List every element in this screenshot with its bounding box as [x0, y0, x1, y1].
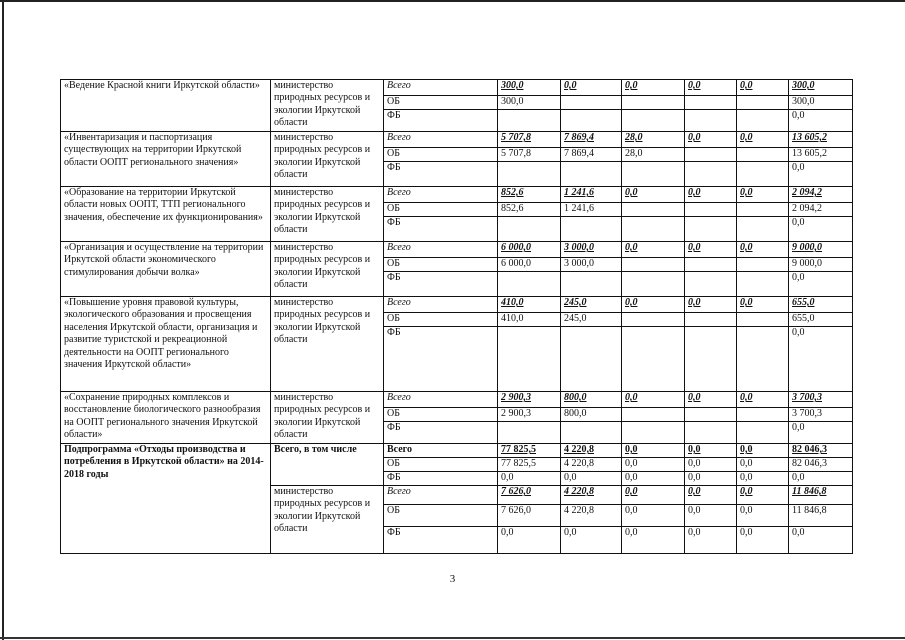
ministry-fb-year-2018-cell: 0,0 — [737, 527, 789, 554]
total-year-2018-cell: 0,0 — [737, 297, 789, 313]
activity-row — [61, 242, 853, 258]
activity-name: «Организация и осуществление на территории Иркутской области экономического стимулирования добычи волка» — [61, 242, 271, 297]
fb-year-2015-cell — [561, 110, 622, 132]
fb-year-2014-cell — [498, 217, 561, 242]
total-year-2018-cell: 0,0 — [737, 392, 789, 408]
ob-year-2018-cell — [737, 313, 789, 327]
total-fund-type-cell: Всего — [384, 132, 498, 148]
subprogram-total-total-cell: 82 046,3 — [789, 444, 853, 458]
fb-year-2015-cell — [561, 272, 622, 297]
ministry-total-year-2016-cell: 0,0 — [622, 486, 685, 505]
ministry-ob-year-2017-cell: 0,0 — [685, 505, 737, 527]
ob-fund-type-cell: ОБ — [384, 408, 498, 422]
fb-total-cell: 0,0 — [789, 422, 853, 444]
ministry-total-total-cell: 11 846,8 — [789, 486, 853, 505]
total-year-2017-cell: 0,0 — [685, 187, 737, 203]
ob-year-2014-cell: 6 000,0 — [498, 258, 561, 272]
ob-year-2014-cell: 5 707,8 — [498, 148, 561, 162]
total-total-cell: 9 000,0 — [789, 242, 853, 258]
activity-name: «Сохранение природных комплексов и восстановление биологического разнообразия на ООПТ регионального значения Иркутской области» — [61, 392, 271, 444]
fb-year-2016-cell — [622, 162, 685, 187]
page-edge-top — [0, 0, 905, 2]
page-number: 3 — [449, 573, 456, 585]
ob-fund-type-cell: ОБ — [384, 203, 498, 217]
subprogram-total-row — [61, 444, 853, 458]
subprogram-ob-fund-type-cell: ОБ — [384, 458, 498, 472]
fb-year-2016-cell — [622, 327, 685, 392]
fb-year-2015-cell — [561, 327, 622, 392]
ob-total-cell: 2 094,2 — [789, 203, 853, 217]
fb-total-cell: 0,0 — [789, 327, 853, 392]
page-edge-left — [2, 0, 4, 640]
total-fund-type-cell: Всего — [384, 242, 498, 258]
subprogram-fb-year-2016-cell: 0,0 — [622, 472, 685, 486]
fb-year-2014-cell — [498, 110, 561, 132]
total-year-2017-cell: 0,0 — [685, 242, 737, 258]
ministry-ob-year-2014-cell: 7 626,0 — [498, 505, 561, 527]
total-total-cell: 300,0 — [789, 80, 853, 96]
ob-year-2016-cell — [622, 258, 685, 272]
total-year-2016-cell: 0,0 — [622, 242, 685, 258]
fb-year-2016-cell — [622, 110, 685, 132]
fb-fund-type-cell: ФБ — [384, 110, 498, 132]
fb-year-2016-cell — [622, 217, 685, 242]
fb-fund-type-cell: ФБ — [384, 422, 498, 444]
executor-name: министерство природных ресурсов и экологии Иркутской области — [271, 242, 384, 297]
budget-table — [60, 79, 853, 554]
total-year-2014-cell: 6 000,0 — [498, 242, 561, 258]
subprogram-total-year-2018-cell: 0,0 — [737, 444, 789, 458]
subprogram-total-year-2016-cell: 0,0 — [622, 444, 685, 458]
ob-year-2014-cell: 2 900,3 — [498, 408, 561, 422]
total-fund-type-cell: Всего — [384, 187, 498, 203]
ministry-total-year-2017-cell: 0,0 — [685, 486, 737, 505]
executor-name: министерство природных ресурсов и экологии Иркутской области — [271, 297, 384, 392]
ministry-fb-year-2016-cell: 0,0 — [622, 527, 685, 554]
total-fund-type-cell: Всего — [384, 392, 498, 408]
total-year-2015-cell: 7 869,4 — [561, 132, 622, 148]
total-total-cell: 13 605,2 — [789, 132, 853, 148]
ob-year-2018-cell — [737, 148, 789, 162]
subprogram-fb-fund-type-cell: ФБ — [384, 472, 498, 486]
executor-name: министерство природных ресурсов и экологии Иркутской области — [271, 187, 384, 242]
subprogram-ob-year-2016-cell: 0,0 — [622, 458, 685, 472]
ob-year-2018-cell — [737, 408, 789, 422]
subprogram-ob-year-2018-cell: 0,0 — [737, 458, 789, 472]
executor-name: министерство природных ресурсов и экологии Иркутской области — [271, 132, 384, 187]
total-year-2016-cell: 0,0 — [622, 80, 685, 96]
fb-year-2016-cell — [622, 272, 685, 297]
fb-year-2014-cell — [498, 422, 561, 444]
ministry-fb-year-2014-cell: 0,0 — [498, 527, 561, 554]
activity-name: «Инвентаризация и паспортизация существующих на территории Иркутской области ООПТ регионального значения» — [61, 132, 271, 187]
ob-fund-type-cell: ОБ — [384, 148, 498, 162]
total-year-2014-cell: 5 707,8 — [498, 132, 561, 148]
fb-year-2018-cell — [737, 162, 789, 187]
total-year-2016-cell: 28,0 — [622, 132, 685, 148]
ob-year-2017-cell — [685, 408, 737, 422]
subprogram-ob-year-2014-cell: 77 825,5 — [498, 458, 561, 472]
ministry-fb-year-2015-cell: 0,0 — [561, 527, 622, 554]
fb-total-cell: 0,0 — [789, 110, 853, 132]
activity-row — [61, 297, 853, 313]
ob-total-cell: 3 700,3 — [789, 408, 853, 422]
ob-year-2016-cell: 28,0 — [622, 148, 685, 162]
fb-year-2014-cell — [498, 272, 561, 297]
total-year-2015-cell: 3 000,0 — [561, 242, 622, 258]
fb-total-cell: 0,0 — [789, 272, 853, 297]
subprogram-total-year-2017-cell: 0,0 — [685, 444, 737, 458]
fb-year-2015-cell — [561, 422, 622, 444]
ministry-total-year-2014-cell: 7 626,0 — [498, 486, 561, 505]
fb-total-cell: 0,0 — [789, 217, 853, 242]
fb-year-2017-cell — [685, 217, 737, 242]
total-year-2016-cell: 0,0 — [622, 392, 685, 408]
fb-year-2017-cell — [685, 327, 737, 392]
subprogram-total-year-2015-cell: 4 220,8 — [561, 444, 622, 458]
fb-total-cell: 0,0 — [789, 162, 853, 187]
ob-year-2015-cell — [561, 96, 622, 110]
fb-fund-type-cell: ФБ — [384, 327, 498, 392]
ministry-fb-fund-type-cell: ФБ — [384, 527, 498, 554]
ob-total-cell: 9 000,0 — [789, 258, 853, 272]
total-year-2015-cell: 0,0 — [561, 80, 622, 96]
activity-row — [61, 392, 853, 408]
fb-year-2016-cell — [622, 422, 685, 444]
fb-year-2018-cell — [737, 217, 789, 242]
fb-year-2014-cell — [498, 162, 561, 187]
ob-year-2016-cell — [622, 203, 685, 217]
budget-table-body — [61, 80, 853, 554]
ob-year-2014-cell: 852,6 — [498, 203, 561, 217]
ministry-ob-year-2016-cell: 0,0 — [622, 505, 685, 527]
fb-year-2018-cell — [737, 110, 789, 132]
fb-year-2015-cell — [561, 162, 622, 187]
total-year-2017-cell: 0,0 — [685, 392, 737, 408]
total-year-2017-cell: 0,0 — [685, 297, 737, 313]
ob-fund-type-cell: ОБ — [384, 258, 498, 272]
ob-total-cell: 13 605,2 — [789, 148, 853, 162]
ob-year-2016-cell — [622, 313, 685, 327]
ob-year-2016-cell — [622, 408, 685, 422]
total-year-2017-cell: 0,0 — [685, 80, 737, 96]
activity-row — [61, 187, 853, 203]
fb-year-2015-cell — [561, 217, 622, 242]
ob-year-2015-cell: 800,0 — [561, 408, 622, 422]
ministry-ob-year-2018-cell: 0,0 — [737, 505, 789, 527]
subprogram-name: Подпрограмма «Отходы производства и потребления в Иркутской области» на 2014-2018 годы — [61, 444, 271, 554]
fb-year-2018-cell — [737, 327, 789, 392]
fb-year-2017-cell — [685, 272, 737, 297]
fb-year-2017-cell — [685, 422, 737, 444]
ob-year-2018-cell — [737, 258, 789, 272]
ministry-total-year-2015-cell: 4 220,8 — [561, 486, 622, 505]
total-year-2018-cell: 0,0 — [737, 132, 789, 148]
subprogram-fb-year-2015-cell: 0,0 — [561, 472, 622, 486]
ministry-ob-year-2015-cell: 4 220,8 — [561, 505, 622, 527]
ob-fund-type-cell: ОБ — [384, 313, 498, 327]
ob-year-2015-cell: 1 241,6 — [561, 203, 622, 217]
total-year-2014-cell: 300,0 — [498, 80, 561, 96]
executor-name: министерство природных ресурсов и экологии Иркутской области — [271, 392, 384, 444]
total-fund-type-cell: Всего — [384, 297, 498, 313]
subprogram-executor-ministry: министерство природных ресурсов и экологии Иркутской области — [271, 486, 384, 554]
executor-name: министерство природных ресурсов и экологии Иркутской области — [271, 80, 384, 132]
ob-year-2015-cell: 245,0 — [561, 313, 622, 327]
ob-year-2017-cell — [685, 313, 737, 327]
ob-year-2014-cell: 300,0 — [498, 96, 561, 110]
ministry-ob-total-cell: 11 846,8 — [789, 505, 853, 527]
ob-year-2017-cell — [685, 258, 737, 272]
ministry-fb-year-2017-cell: 0,0 — [685, 527, 737, 554]
ob-year-2017-cell — [685, 96, 737, 110]
total-year-2014-cell: 852,6 — [498, 187, 561, 203]
ministry-ob-fund-type-cell: ОБ — [384, 505, 498, 527]
fb-fund-type-cell: ФБ — [384, 162, 498, 187]
subprogram-ob-total-cell: 82 046,3 — [789, 458, 853, 472]
total-year-2016-cell: 0,0 — [622, 187, 685, 203]
total-year-2016-cell: 0,0 — [622, 297, 685, 313]
total-fund-type-cell: Всего — [384, 80, 498, 96]
total-year-2018-cell: 0,0 — [737, 242, 789, 258]
subprogram-fb-year-2014-cell: 0,0 — [498, 472, 561, 486]
subprogram-ob-year-2015-cell: 4 220,8 — [561, 458, 622, 472]
activity-name: «Повышение уровня правовой культуры, экологического образования и просвещения населения Иркутской области, организация и развитие туристской и рекреационной деятельности на ООПТ регионального значения Иркутской области» — [61, 297, 271, 392]
subprogram-ob-year-2017-cell: 0,0 — [685, 458, 737, 472]
fb-year-2017-cell — [685, 162, 737, 187]
ministry-total-year-2018-cell: 0,0 — [737, 486, 789, 505]
fb-year-2018-cell — [737, 422, 789, 444]
activity-row — [61, 80, 853, 96]
total-year-2015-cell: 1 241,6 — [561, 187, 622, 203]
ob-year-2017-cell — [685, 203, 737, 217]
ob-year-2015-cell: 7 869,4 — [561, 148, 622, 162]
subprogram-fb-year-2018-cell: 0,0 — [737, 472, 789, 486]
total-year-2015-cell: 800,0 — [561, 392, 622, 408]
ob-year-2014-cell: 410,0 — [498, 313, 561, 327]
subprogram-fb-year-2017-cell: 0,0 — [685, 472, 737, 486]
total-year-2014-cell: 410,0 — [498, 297, 561, 313]
activity-name: «Ведение Красной книги Иркутской области» — [61, 80, 271, 132]
ob-year-2015-cell: 3 000,0 — [561, 258, 622, 272]
ministry-total-fund-type-cell: Всего — [384, 486, 498, 505]
total-year-2018-cell: 0,0 — [737, 187, 789, 203]
ob-year-2017-cell — [685, 148, 737, 162]
subprogram-total-year-2014-cell: 77 825,5 — [498, 444, 561, 458]
total-total-cell: 3 700,3 — [789, 392, 853, 408]
fb-year-2018-cell — [737, 272, 789, 297]
ob-year-2016-cell — [622, 96, 685, 110]
ob-fund-type-cell: ОБ — [384, 96, 498, 110]
ministry-fb-total-cell: 0,0 — [789, 527, 853, 554]
subprogram-fb-total-cell: 0,0 — [789, 472, 853, 486]
total-total-cell: 2 094,2 — [789, 187, 853, 203]
activity-row — [61, 132, 853, 148]
subprogram-total-fund-type-cell: Всего — [384, 444, 498, 458]
fb-fund-type-cell: ФБ — [384, 217, 498, 242]
ob-year-2018-cell — [737, 203, 789, 217]
total-total-cell: 655,0 — [789, 297, 853, 313]
total-year-2017-cell: 0,0 — [685, 132, 737, 148]
ob-year-2018-cell — [737, 96, 789, 110]
total-year-2014-cell: 2 900,3 — [498, 392, 561, 408]
fb-year-2014-cell — [498, 327, 561, 392]
total-year-2018-cell: 0,0 — [737, 80, 789, 96]
page-edge-bottom — [0, 637, 905, 639]
total-year-2015-cell: 245,0 — [561, 297, 622, 313]
ob-total-cell: 300,0 — [789, 96, 853, 110]
fb-fund-type-cell: ФБ — [384, 272, 498, 297]
ob-total-cell: 655,0 — [789, 313, 853, 327]
activity-name: «Образование на территории Иркутской области новых ООПТ, ТТП регионального значения, обеспечение их функционирования» — [61, 187, 271, 242]
subprogram-executor-all: Всего, в том числе — [271, 444, 384, 486]
fb-year-2017-cell — [685, 110, 737, 132]
